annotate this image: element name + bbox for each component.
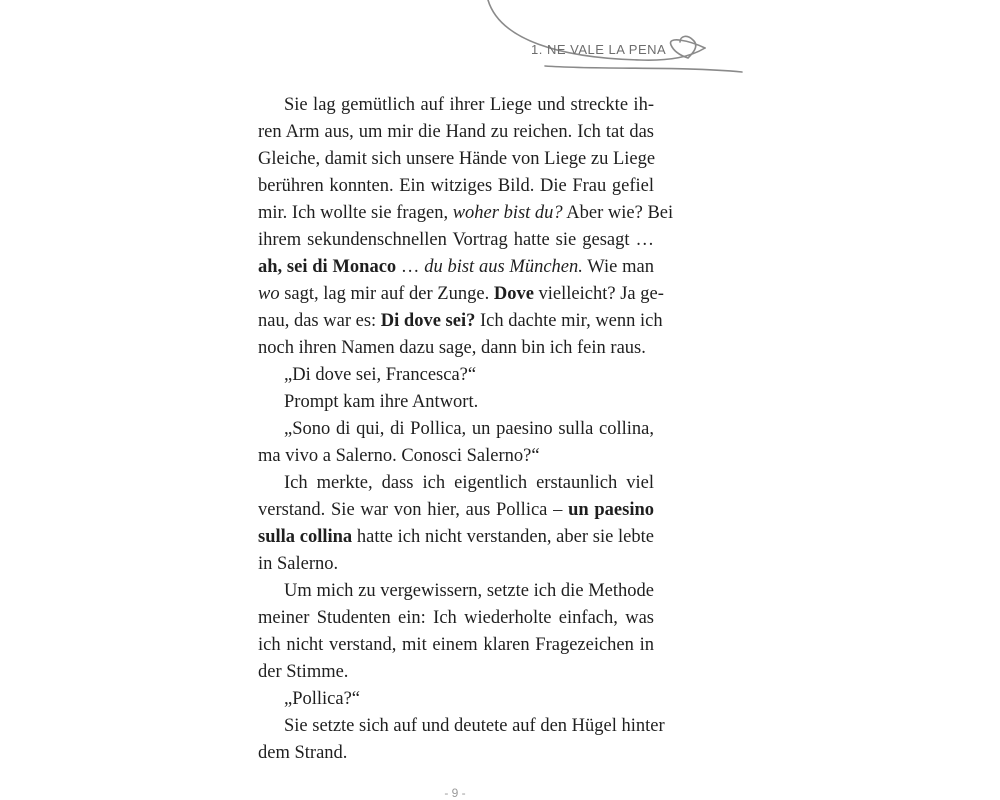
page-number: - 9 - xyxy=(444,786,466,800)
text-line xyxy=(258,605,654,632)
text-line xyxy=(258,119,654,146)
text-run: Gleiche, damit sich unsere Hände von Liege zu Liege xyxy=(258,149,656,169)
bold-text: ah, sei di Monaco xyxy=(258,257,397,277)
italic-text: woher bist du? xyxy=(452,203,563,223)
text-run: „Sono di qui, di Pollica, un paesino sulla collina, xyxy=(284,419,654,439)
decorative-tail-line xyxy=(545,66,742,72)
text-line xyxy=(258,335,654,362)
text-run: verstand. Sie war von hier, aus Pollica – xyxy=(258,500,569,520)
text-run: ren Arm aus, um mir die Hand zu reichen. Ich tat das xyxy=(258,122,654,142)
text-line xyxy=(258,362,654,389)
text-line xyxy=(258,551,654,578)
text-run: noch ihren Namen dazu sage, dann bin ich fein raus. xyxy=(258,338,646,358)
text-run: ihrem sekundenschnellen Vortrag hatte sie gesagt … xyxy=(258,230,654,250)
text-run: vielleicht? Ja ge- xyxy=(533,284,664,304)
italic-text: wo xyxy=(258,284,280,304)
text-run: nau, das war es: xyxy=(258,311,381,331)
text-line xyxy=(258,227,654,254)
text-run: hatte ich nicht verstanden, aber sie lebte xyxy=(352,527,654,547)
text-line xyxy=(258,740,654,767)
text-run: Prompt kam ihre Antwort. xyxy=(284,392,479,412)
text-line xyxy=(258,632,654,659)
text-line xyxy=(258,308,663,335)
text-run: Wie man xyxy=(582,257,654,277)
bold-text: Di dove sei? xyxy=(380,311,476,331)
text-run: mir. Ich wollte sie fragen, xyxy=(258,203,453,223)
text-line xyxy=(258,200,674,227)
text-run: ma vivo a Salerno. Conosci Salerno?“ xyxy=(258,446,540,466)
chapter-title: 1. NE VALE LA PENA xyxy=(531,42,667,57)
text-run: … xyxy=(396,257,425,277)
text-run: der Stimme. xyxy=(258,662,349,682)
text-run: dem Strand. xyxy=(258,743,348,763)
text-line xyxy=(258,524,654,551)
text-run: Ich merkte, dass ich eigentlich erstaunlich viel xyxy=(284,473,654,493)
text-run: ich nicht verstand, mit einem klaren Fragezeichen in xyxy=(258,635,654,655)
text-line xyxy=(258,659,654,686)
bold-text: Dove xyxy=(493,284,534,304)
text-run: Sie setzte sich auf und deutete auf den Hügel hinter xyxy=(284,716,665,736)
body-text xyxy=(258,92,674,767)
text-line xyxy=(258,281,664,308)
text-line xyxy=(258,92,654,119)
text-line xyxy=(258,443,654,470)
text-run: Ich dachte mir, wenn ich xyxy=(475,311,663,331)
text-line xyxy=(258,713,665,740)
text-run: Um mich zu vergewissern, setzte ich die Methode xyxy=(284,581,654,601)
text-run: „Pollica?“ xyxy=(284,689,361,709)
text-line xyxy=(258,497,654,524)
text-run: meiner Studenten ein: Ich wiederholte einfach, was xyxy=(258,608,654,628)
text-line xyxy=(258,146,654,173)
bold-text: un paesino xyxy=(568,500,654,520)
text-run: sagt, lag mir auf der Zunge. xyxy=(279,284,494,304)
text-line xyxy=(258,578,654,605)
text-run: in Salerno. xyxy=(258,554,339,574)
text-run: „Di dove sei, Francesca?“ xyxy=(284,365,477,385)
text-line xyxy=(258,254,654,281)
text-line xyxy=(258,389,654,416)
text-run: berühren konnten. Ein witziges Bild. Die Frau gefiel xyxy=(258,176,654,196)
italic-text: du bist aus München. xyxy=(424,257,583,277)
text-line xyxy=(258,416,654,443)
text-line xyxy=(258,686,654,713)
text-line xyxy=(258,470,654,497)
text-line xyxy=(258,173,654,200)
bold-text: sulla collina xyxy=(258,527,353,547)
text-run: Aber wie? Bei xyxy=(562,203,674,223)
text-run: Sie lag gemütlich auf ihrer Liege und streckte ih- xyxy=(284,95,654,115)
